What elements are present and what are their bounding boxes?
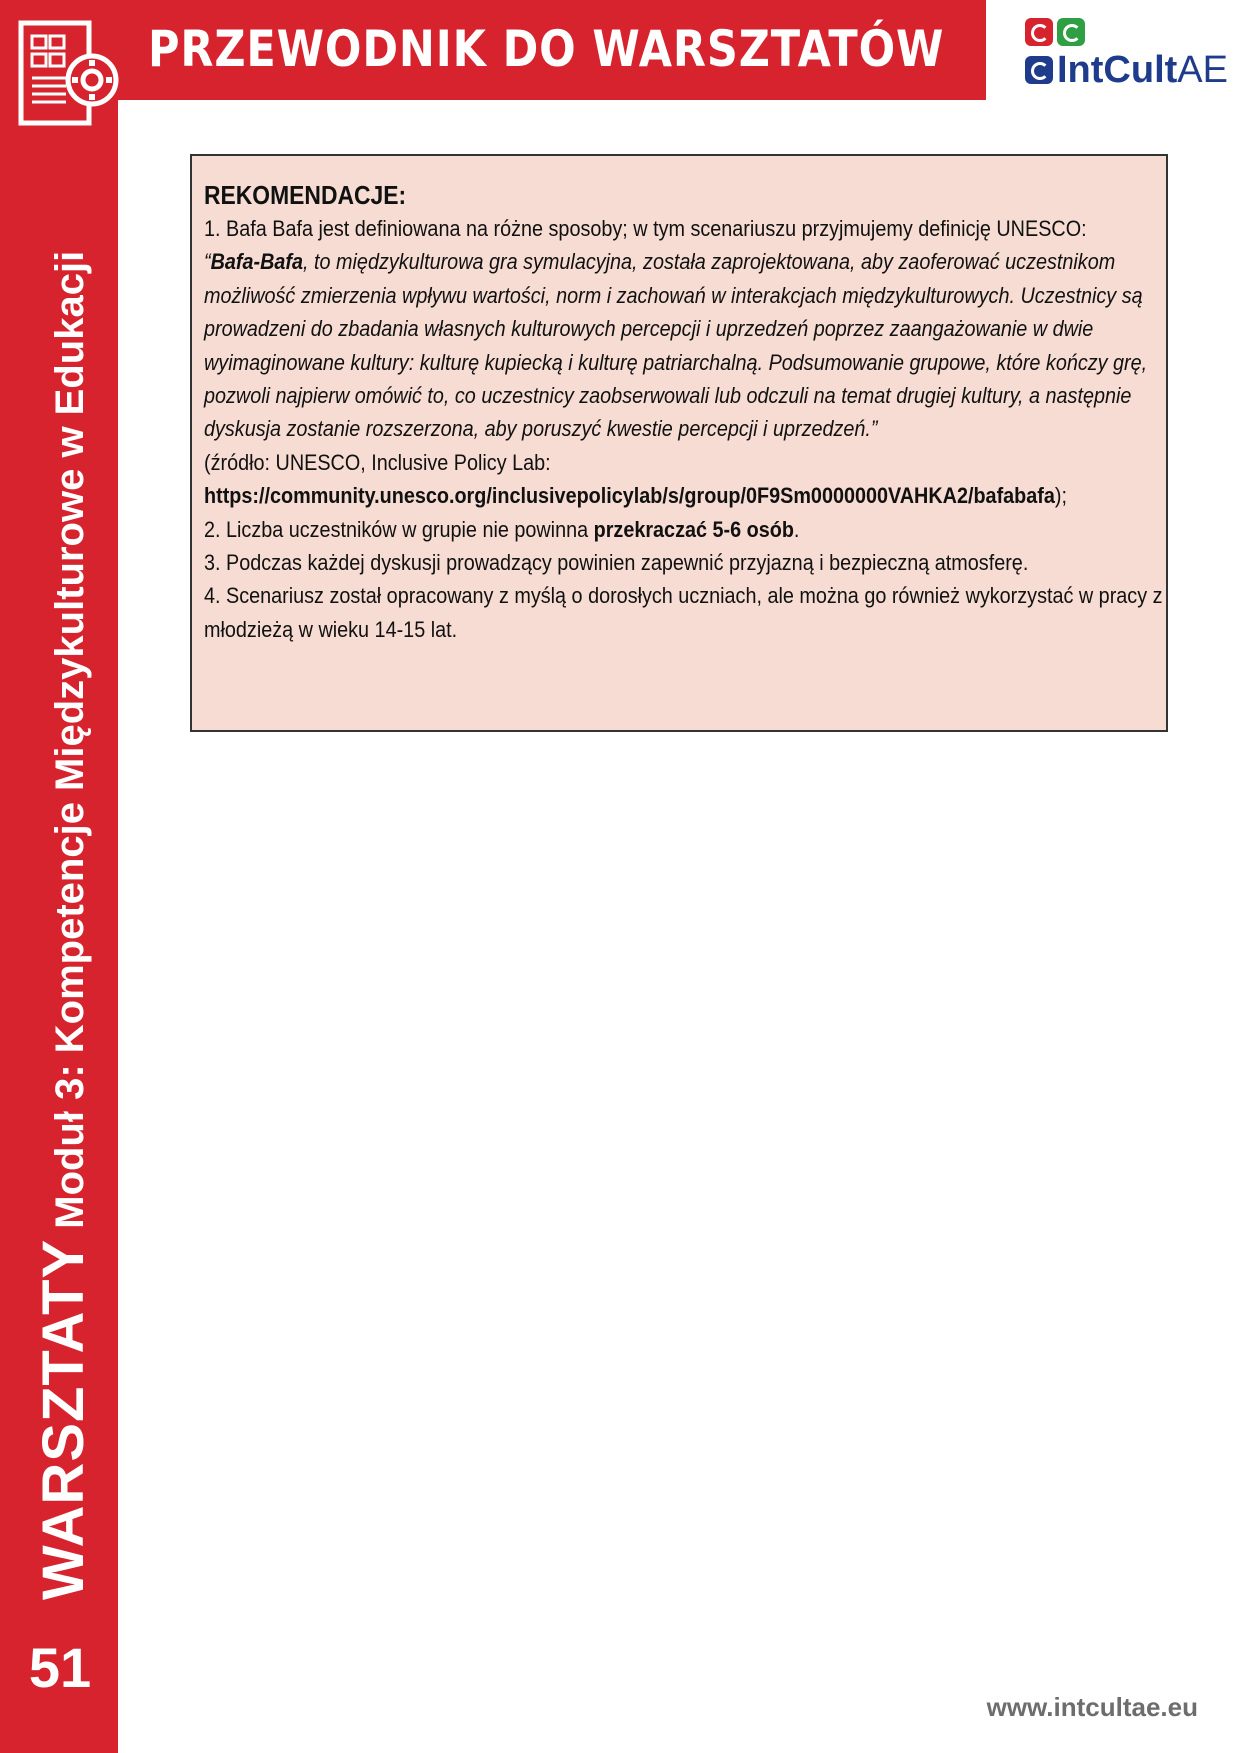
source-line: https://community.unesco.org/inclusivepolicylab/s/group/0F9Sm0000000VAHKA2/bafabafa); [204,483,1067,509]
quote-term: Bafa-Bafa [210,249,304,275]
recommendations-body [204,212,1181,646]
footer-website-link[interactable]: www.intcultae.eu [986,1692,1198,1722]
workshops-label: WARSZTATY [31,1238,96,1600]
recommendation-item-4: 4. Scenariusz został opracowany z myślą o dorosłych uczniach, ale można go również wykorzystać w pracy z młodzieżą w wieku 14-15 lat. [204,583,1163,642]
logo-face-icon-green [1057,18,1085,46]
workshop-guide-icon [18,20,124,130]
unesco-definition-quote: “Bafa-Bafa, to międzykulturowa gra symulacyjna, została zaprojektowana, aby zaoferować uczestnikom możliwość zmierzenia wpływu wartości, norm i zachowań w interakcjach międzykulturowych. Uczestnicy są prowadzeni do zbadania własnych kulturowych percepcji i uprzedzeń poprzez zaangażowanie w dwie wyimaginowane kultury: kulturę kupiecką i kulturę patriarchalną. Podsumowanie grupowe, które kończy grę, pozwoli najpierw omówić to, co uczestnicy zaobserwowali lub odczuli na temat drugiej kultury, a następnie dyskusja zostanie rozszerzona, aby poruszyć kwestie percepcji i uprzedzeń.” [204,249,1148,442]
page-number: 51 [28,1636,92,1699]
logo-face-icon-blue [1025,56,1053,84]
recommendation-item-3: 3. Podczas każdej dyskusji prowadzący powinien zapewnić przyjazną i bezpieczną atmosferę. [204,550,1029,576]
logo-face-icon-red [1025,18,1053,46]
recommendation-item-2: 2. Liczba uczestników w grupie nie powinna przekraczać 5-6 osób. [204,516,800,542]
logo-text: IntCultAE [1057,49,1228,91]
module-vertical-label [30,251,97,1600]
page-header-title: PRZEWODNIK DO WARSZTATÓW [148,20,945,78]
recommendations-heading: REKOMENDACJE: [204,180,407,210]
recommendation-item-1: 1. Bafa Bafa jest definiowana na różne sposoby; w tym scenariuszu przyjmujemy definicję UNESCO: [204,216,1087,241]
source-label: (źródło: UNESCO, Inclusive Policy Lab: [204,449,551,475]
module-title: Moduł 3: Kompetencje Międzykulturowe w Edukacji [48,250,92,1229]
source-link[interactable]: https://community.unesco.org/inclusivepolicylab/s/group/0F9Sm0000000VAHKA2/bafabafa [204,483,1055,509]
intcultae-logo [1025,18,1228,91]
recommendations-box [190,154,1168,732]
